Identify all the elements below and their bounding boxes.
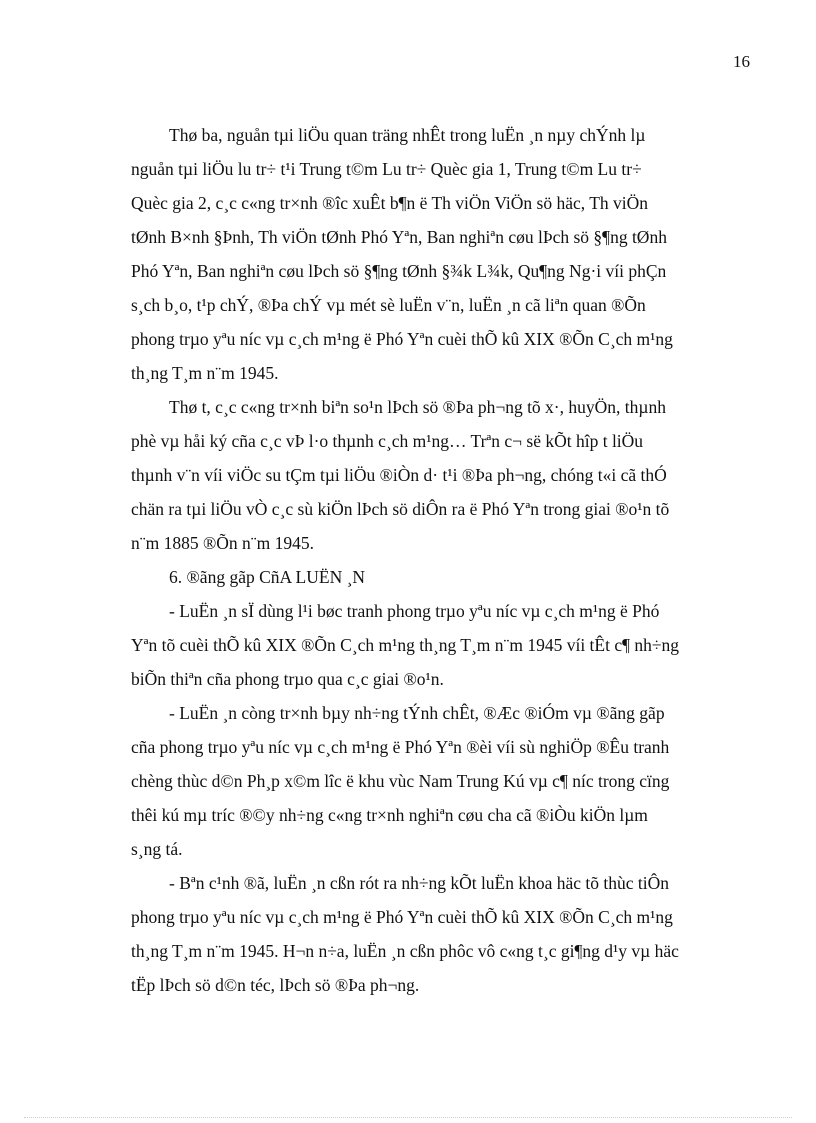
text-line: chän ra tµi liÖu vÒ c¸c sù kiÖn lÞch sö diÔn ra ë Phó Yªn trong giai ®o¹n tõ <box>131 499 670 519</box>
page-bottom-divider <box>24 1117 792 1118</box>
text-line: phong trµo yªu níc vµ c¸ch m¹ng ë Phó Yªn cuèi thÕ kû XIX ®Õn C¸ch m¹ng <box>131 907 673 927</box>
text-line: chèng thùc d©n Ph¸p x©m lîc ë khu vùc Nam Trung Kú vµ c¶ níc trong cïng <box>131 771 670 791</box>
text-line: s¸ng tá. <box>131 839 183 859</box>
text-line: phè vµ håi ký cña c¸c vÞ l·o thµnh c¸ch m¹ng… Trªn c¬ së kÕt hîp t liÖu <box>131 431 644 451</box>
text-line: Quèc gia 2, c¸c c«ng tr×nh ®îc xuÊt b¶n ë Th viÖn ViÖn sö häc, Th viÖn <box>131 193 649 213</box>
text-line: cña phong trµo yªu níc vµ c¸ch m¹ng ë Phó Yªn ®èi víi sù nghiÖp ®Êu tranh <box>131 737 670 757</box>
text-line: biÕn thiªn cña phong trµo qua c¸c giai ®o¹n. <box>131 669 444 689</box>
text-line: - LuËn ¸n sÏ dùng l¹i bøc tranh phong trµo yªu níc vµ c¸ch m¹ng ë Phó <box>169 601 660 621</box>
text-line: th¸ng T¸m n¨m 1945. <box>131 363 279 383</box>
text-line: thµnh v¨n víi viÖc su tÇm tµi liÖu ®iÒn d· t¹i ®Þa ph¬ng, chóng t«i cã thÓ <box>131 465 667 485</box>
body-text <box>131 118 741 1002</box>
text-line: thêi kú mµ tríc ®©y nh÷ng c«ng tr×nh nghiªn cøu cha cã ®iÒu kiÖn lµm <box>131 805 648 825</box>
text-line: Thø ba, nguån tµi liÖu quan träng nhÊt trong luËn ¸n nµy chÝnh lµ <box>169 125 646 145</box>
text-line: - LuËn ¸n còng tr×nh bµy nh÷ng tÝnh chÊt, ®Æc ®iÓm vµ ®ãng gãp <box>169 703 665 723</box>
text-line: tËp lÞch sö d©n téc, lÞch sö ®Þa ph¬ng. <box>131 975 420 995</box>
text-line: nguån tµi liÖu lu tr÷ t¹i Trung t©m Lu tr÷ Quèc gia 1, Trung t©m Lu tr÷ <box>131 159 642 179</box>
text-line: Phó Yªn, Ban nghiªn cøu lÞch sö §¶ng tØnh §¾k L¾k, Qu¶ng Ng·i víi phÇn <box>131 261 667 281</box>
text-line: Thø t, c¸c c«ng tr×nh biªn so¹n lÞch sö ®Þa ph¬ng tõ x·, huyÖn, thµnh <box>169 397 666 417</box>
page-number: 16 <box>733 52 750 71</box>
text-line: n¨m 1885 ®Õn n¨m 1945. <box>131 533 314 553</box>
text-line: 6. ®ãng gãp CñA LUËN ¸N <box>169 567 366 587</box>
text-line: th¸ng T¸m n¨m 1945. H¬n n÷a, luËn ¸n cßn phôc vô c«ng t¸c gi¶ng d¹y vµ häc <box>131 941 679 961</box>
text-line: phong trµo yªu níc vµ c¸ch m¹ng ë Phó Yªn cuèi thÕ kû XIX ®Õn C¸ch m¹ng <box>131 329 673 349</box>
text-line: s¸ch b¸o, t¹p chÝ, ®Þa chÝ vµ mét sè luËn v¨n, luËn ¸n cã liªn quan ®Õn <box>131 295 646 315</box>
text-line: tØnh B×nh §Þnh, Th viÖn tØnh Phó Yªn, Ban nghiªn cøu lÞch sö §¶ng tØnh <box>131 227 667 247</box>
text-line: - Bªn c¹nh ®ã, luËn ¸n cßn rót ra nh÷ng kÕt luËn khoa häc tõ thùc tiÔn <box>169 873 670 893</box>
text-line: Yªn tõ cuèi thÕ kû XIX ®Õn C¸ch m¹ng th¸ng T¸m n¨m 1945 víi tÊt c¶ nh÷ng <box>131 635 680 655</box>
